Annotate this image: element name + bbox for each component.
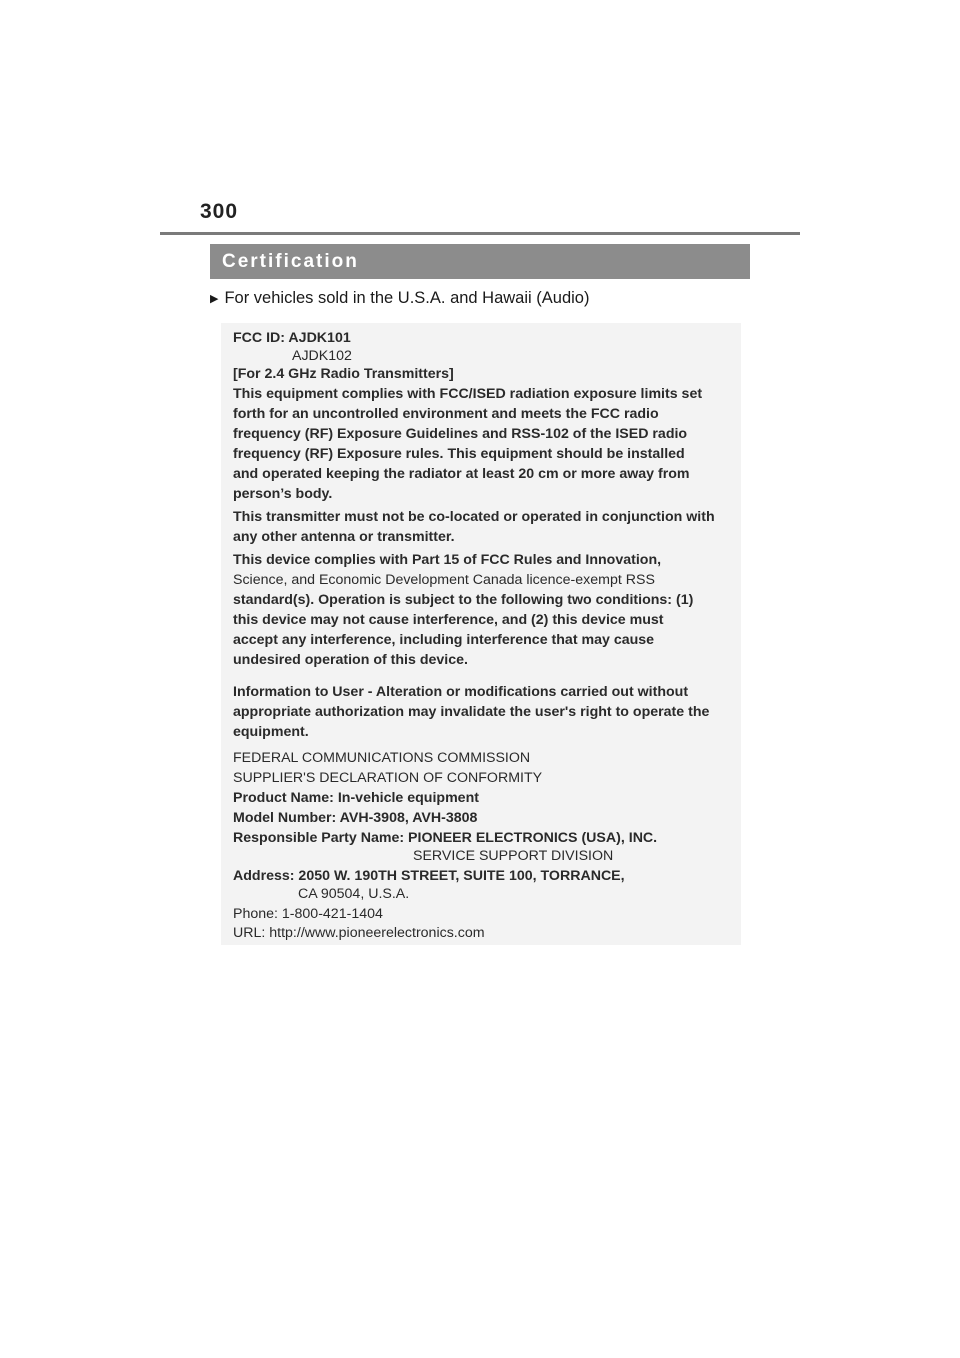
cert-line: Responsible Party Name: PIONEER ELECTRONICS (USA), INC. (233, 830, 658, 846)
cert-line: SUPPLIER'S DECLARATION OF CONFORMITY (233, 770, 543, 786)
cert-line: Phone: 1-800-421-1404 (233, 906, 383, 922)
cert-line: [For 2.4 GHz Radio Transmitters] (233, 366, 454, 382)
cert-line: AJDK102 (292, 348, 352, 364)
cert-line: person’s body. (233, 486, 333, 502)
cert-line: appropriate authorization may invalidate the user's right to operate the (233, 704, 710, 720)
cert-line: frequency (RF) Exposure rules. This equipment should be installed (233, 446, 685, 462)
cert-line: and operated keeping the radiator at least 20 cm or more away from (233, 466, 690, 482)
cert-line: standard(s). Operation is subject to the following two conditions: (1) (233, 592, 694, 608)
cert-line: undesired operation of this device. (233, 652, 468, 668)
cert-line: Information to User - Alteration or modifications carried out without (233, 684, 689, 700)
cert-line: SERVICE SUPPORT DIVISION (413, 848, 614, 864)
cert-line: accept any interference, including interference that may cause (233, 632, 655, 648)
intro-bullet (210, 289, 589, 308)
cert-line: Product Name: In-vehicle equipment (233, 790, 479, 806)
cert-line: URL: http://www.pioneerelectronics.com (233, 925, 485, 941)
cert-line: Science, and Economic Development Canada licence-exempt RSS (233, 572, 655, 588)
cert-line: FCC ID: AJDK101 (233, 330, 351, 346)
triangle-bullet-icon: ▶ (210, 293, 219, 305)
section-title: Certification (210, 244, 750, 279)
cert-line: FEDERAL COMMUNICATIONS COMMISSION (233, 750, 531, 766)
cert-line: This device complies with Part 15 of FCC Rules and Innovation, (233, 552, 662, 568)
cert-line: CA 90504, U.S.A. (298, 886, 410, 902)
cert-line: frequency (RF) Exposure Guidelines and RSS-102 of the ISED radio (233, 426, 688, 442)
cert-line: This transmitter must not be co-located or operated in conjunction with (233, 509, 715, 525)
cert-line: This equipment complies with FCC/ISED radiation exposure limits set (233, 386, 703, 402)
cert-line: any other antenna or transmitter. (233, 529, 455, 545)
cert-line: Address: 2050 W. 190TH STREET, SUITE 100, TORRANCE, (233, 868, 625, 884)
intro-bullet-text: For vehicles sold in the U.S.A. and Hawaii (Audio) (224, 289, 590, 307)
cert-line: this device may not cause interference, and (2) this device must (233, 612, 664, 628)
cert-line: equipment. (233, 724, 309, 740)
header-rule (160, 232, 800, 235)
page-number: 300 (200, 200, 239, 223)
cert-line: Model Number: AVH-3908, AVH-3808 (233, 810, 478, 826)
cert-line: forth for an uncontrolled environment and meets the FCC radio (233, 406, 659, 422)
certificate-scan (221, 323, 741, 945)
